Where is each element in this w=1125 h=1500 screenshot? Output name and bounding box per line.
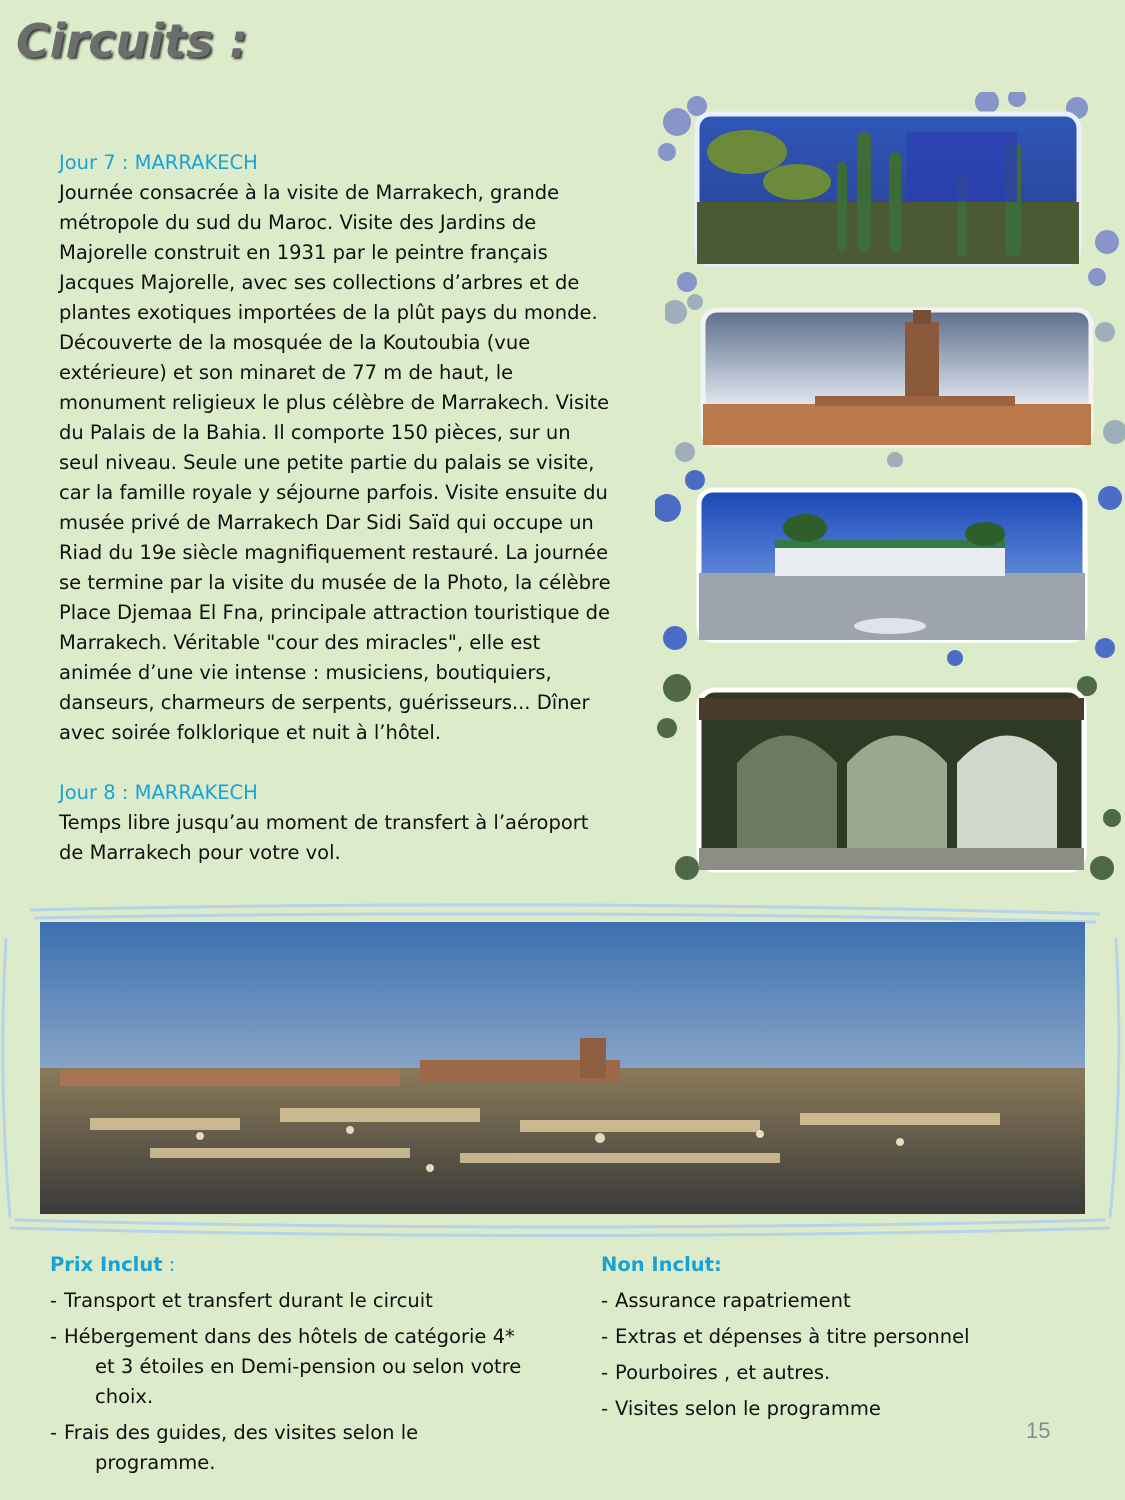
photo-majorelle-garden bbox=[657, 92, 1125, 292]
day7-line: Place Djemaa El Fna, principale attraction touristique de bbox=[59, 601, 611, 624]
day7-line: se termine par la visite du musée de la Photo, la célèbre bbox=[59, 571, 611, 594]
not-included-item: - Visites selon le programme bbox=[601, 1397, 881, 1420]
day7-line: Jacques Majorelle, avec ses collections d’arbres et de bbox=[59, 271, 580, 294]
day7-line: seul niveau. Seule une petite partie du palais se visite, bbox=[59, 451, 595, 474]
day7-line: Riad du 19e siècle magnifiquement restauré. La journée bbox=[59, 541, 609, 564]
included-item-text: Hébergement dans des hôtels de catégorie 4* et 3 étoiles en Demi-pension ou selon votre choix. bbox=[64, 1325, 522, 1408]
not-included-item: - Pourboires , et autres. bbox=[601, 1361, 831, 1384]
not-included-item: - Assurance rapatriement bbox=[601, 1289, 851, 1312]
day7-line: danseurs, charmeurs de serpents, guérisseurs... Dîner bbox=[59, 691, 590, 714]
day7-line: extérieure) et son minaret de 77 m de haut, le bbox=[59, 361, 514, 384]
not-included-item-text: Assurance rapatriement bbox=[615, 1289, 851, 1312]
included-item: - Hébergement dans des hôtels de catégorie 4* et 3 étoiles en Demi-pension ou selon votre choix. bbox=[50, 1325, 522, 1408]
day7-line: avec soirée folklorique et nuit à l’hôtel. bbox=[59, 721, 442, 744]
page-number: 15 bbox=[1026, 1418, 1051, 1443]
included-item: - Transport et transfert durant le circuit bbox=[50, 1289, 433, 1312]
day7-line: animée d’une vie intense : musiciens, boutiquiers, bbox=[59, 661, 552, 684]
included-heading bbox=[50, 1250, 550, 1286]
day8-line: Temps libre jusqu’au moment de transfert à l’aéroport bbox=[59, 811, 589, 834]
not-included-item-text: Pourboires , et autres. bbox=[615, 1361, 831, 1384]
day7-line: Journée consacrée à la visite de Marrakech, grande bbox=[59, 181, 560, 204]
itinerary-text bbox=[59, 148, 649, 868]
not-included-item-text: Visites selon le programme bbox=[615, 1397, 881, 1420]
photo-koutoubia bbox=[665, 292, 1125, 467]
day7-line: Majorelle construit en 1931 par le peintre français bbox=[59, 241, 548, 264]
included-item: - Frais des guides, des visites selon le programme. bbox=[50, 1421, 419, 1474]
day7-line: du Palais de la Bahia. Il comporte 150 pièces, sur un bbox=[59, 421, 571, 444]
day7-line: musée privé de Marrakech Dar Sidi Saïd qui occupe un bbox=[59, 511, 594, 534]
day7-line: Marrakech. Véritable "cour des miracles", elle est bbox=[59, 631, 541, 654]
included-item-text: Transport et transfert durant le circuit bbox=[64, 1289, 433, 1312]
day8-heading: Jour 8 : MARRAKECH bbox=[59, 781, 258, 804]
included-item-text: Frais des guides, des visites selon le programme. bbox=[64, 1421, 419, 1474]
included-list bbox=[50, 1250, 550, 1484]
photo-djemaa-el-fna bbox=[0, 898, 1125, 1248]
day7-heading: Jour 7 : MARRAKECH bbox=[59, 151, 258, 174]
day7-line: métropole du sud du Maroc. Visite des Jardins de bbox=[59, 211, 537, 234]
included-heading-suffix: : bbox=[162, 1253, 176, 1276]
day7-line: car la famille royale y séjourne parfois. Visite ensuite du bbox=[59, 481, 608, 504]
day7-line: plantes exotiques importées de la plût pays du monde. bbox=[59, 301, 598, 324]
photo-bahia-palace bbox=[655, 468, 1125, 668]
photo-arches-courtyard bbox=[657, 668, 1125, 893]
not-included-item-text: Extras et dépenses à titre personnel bbox=[615, 1325, 970, 1348]
not-included-heading: Non Inclut: bbox=[601, 1253, 722, 1276]
not-included-list bbox=[601, 1250, 1071, 1430]
day8-line: de Marrakech pour votre vol. bbox=[59, 841, 341, 864]
not-included-item: - Extras et dépenses à titre personnel bbox=[601, 1325, 970, 1348]
page-title: Circuits : bbox=[16, 14, 248, 68]
day7-line: monument religieux le plus célèbre de Marrakech. Visite bbox=[59, 391, 610, 414]
included-heading-text: Prix Inclut bbox=[50, 1253, 163, 1276]
day7-line: Découverte de la mosquée de la Koutoubia (vue bbox=[59, 331, 531, 354]
